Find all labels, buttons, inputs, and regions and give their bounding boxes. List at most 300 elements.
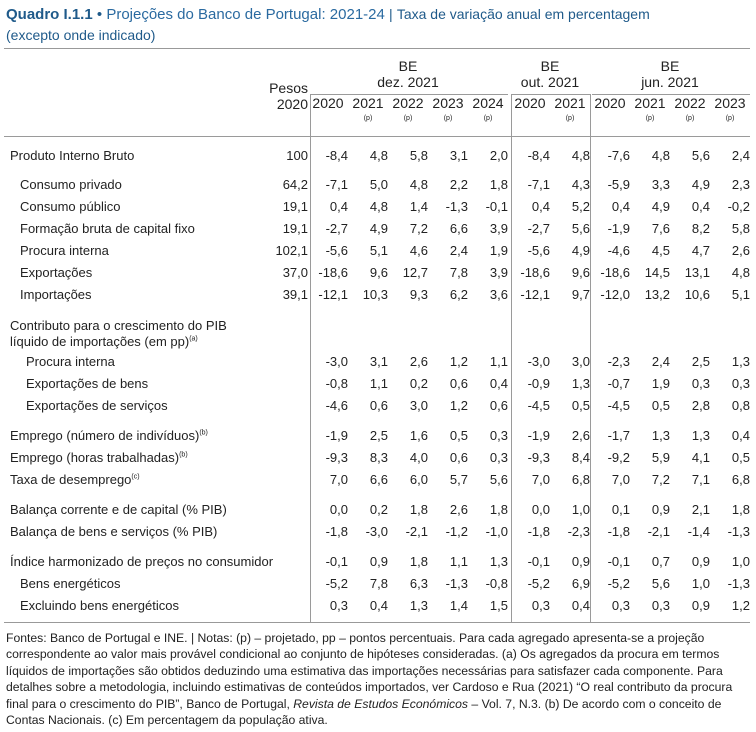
- table-cell: -18,6: [600, 265, 630, 280]
- row-label-text: Procura interna: [20, 243, 109, 258]
- table-cell: 7,0: [329, 472, 348, 487]
- table-cell: 0,6: [449, 376, 468, 391]
- table-cell: 1,2: [449, 398, 468, 413]
- title-bullet: •: [96, 6, 103, 23]
- bottom-rule: [4, 622, 750, 623]
- year-header: 2023: [714, 95, 746, 111]
- row-label-text: Exportações: [20, 265, 93, 280]
- pesos-header: [269, 80, 308, 112]
- table-row: [0, 574, 756, 594]
- table-cell: -5,2: [325, 576, 348, 591]
- table-cell: -0,1: [607, 554, 630, 569]
- row-label-footnote: (c): [131, 473, 140, 481]
- table-cell: 6,2: [449, 287, 468, 302]
- table-cell: -1,8: [607, 524, 630, 539]
- table-cell: 7,0: [531, 472, 550, 487]
- table-cell: 0,5: [449, 428, 468, 443]
- row-weight: 64,2: [282, 177, 308, 192]
- table-cell: 7,6: [651, 221, 670, 236]
- table-cell: -5,2: [607, 576, 630, 591]
- table-cell: 7,1: [691, 472, 710, 487]
- table-cell: -4,6: [325, 398, 348, 413]
- projection-mark: (p): [483, 115, 493, 122]
- table-cell: 5,8: [409, 148, 428, 163]
- contrib-label: [10, 318, 310, 350]
- table-cell: 9,6: [369, 265, 388, 280]
- table-cell: 0,3: [731, 376, 750, 391]
- table-title: [6, 4, 754, 46]
- table-cell: -0,1: [527, 554, 550, 569]
- table-cell: -2,7: [527, 221, 550, 236]
- table-row: [0, 552, 756, 572]
- title-separator: |: [389, 6, 393, 22]
- table-cell: 0,4: [329, 199, 348, 214]
- table-cell: 2,8: [691, 398, 710, 413]
- table-cell: 0,3: [531, 598, 550, 613]
- table-cell: 6,9: [571, 576, 590, 591]
- row-label: [26, 374, 148, 394]
- table-cell: 1,4: [409, 199, 428, 214]
- footnote-journal: Revista de Estudos Económicos: [293, 696, 469, 711]
- table-cell: -7,1: [527, 177, 550, 192]
- year-header: 2023: [432, 95, 464, 111]
- table-cell: 3,6: [489, 287, 508, 302]
- group-header-1: [510, 58, 590, 90]
- row-label-text: Balança corrente e de capital (% PIB): [10, 502, 227, 517]
- table-cell: 0,4: [369, 598, 388, 613]
- table-cell: -1,9: [607, 221, 630, 236]
- table-cell: -3,0: [365, 524, 388, 539]
- table-cell: 0,4: [571, 598, 590, 613]
- table-cell: 0,6: [489, 398, 508, 413]
- group-header-line1: BE: [398, 58, 418, 74]
- table-unit: Taxa de variação anual em percentagem: [396, 6, 650, 22]
- table-cell: -1,7: [607, 428, 630, 443]
- table-cell: 4,8: [369, 199, 388, 214]
- table-cell: 4,9: [571, 243, 590, 258]
- group-header-line1: BE: [540, 58, 560, 74]
- table-cell: 0,5: [571, 398, 590, 413]
- table-cell: 0,9: [571, 554, 590, 569]
- year-header: 2020: [514, 95, 546, 111]
- table-cell: 7,2: [651, 472, 670, 487]
- group-header-2: [590, 58, 750, 90]
- row-label: [20, 285, 92, 305]
- table-cell: 5,1: [731, 287, 750, 302]
- table-cell: 2,4: [651, 354, 670, 369]
- table-cell: 0,4: [531, 199, 550, 214]
- table-cell: -2,7: [325, 221, 348, 236]
- table-cell: 8,2: [691, 221, 710, 236]
- projection-mark: (p): [403, 115, 413, 122]
- year-header: 2022: [674, 95, 706, 111]
- table-cell: 5,2: [571, 199, 590, 214]
- row-label-text: Procura interna: [26, 354, 115, 369]
- table-cell: 4,9: [651, 199, 670, 214]
- table-cell: 3,1: [369, 354, 388, 369]
- projection-mark: (p): [645, 115, 655, 122]
- table-cell: 1,1: [369, 376, 388, 391]
- row-label-text: Emprego (horas trabalhadas): [10, 450, 180, 465]
- table-row: [0, 448, 756, 468]
- table-cell: 0,3: [489, 450, 508, 465]
- table-cell: 0,4: [611, 199, 630, 214]
- table-cell: -4,5: [527, 398, 550, 413]
- table-cell: -2,1: [405, 524, 428, 539]
- table-cell: -12,1: [520, 287, 550, 302]
- table-cell: 9,3: [409, 287, 428, 302]
- row-label: [10, 470, 140, 490]
- table-cell: -0,1: [485, 199, 508, 214]
- row-label: [26, 352, 115, 372]
- table-cell: 4,8: [731, 265, 750, 280]
- table-cell: 0,8: [731, 398, 750, 413]
- table-cell: 4,1: [691, 450, 710, 465]
- group-header-line2: out. 2021: [520, 74, 580, 90]
- table-cell: -9,3: [527, 450, 550, 465]
- table-cell: 1,5: [489, 598, 508, 613]
- table-cell: -0,7: [607, 376, 630, 391]
- year-header: 2022: [392, 95, 424, 111]
- table-cell: -8,4: [527, 148, 550, 163]
- table-cell: -1,9: [527, 428, 550, 443]
- contrib-label-line1: Contributo para o crescimento do PIB: [10, 318, 227, 333]
- year-header: 2021: [352, 95, 384, 111]
- table-cell: 0,0: [329, 502, 348, 517]
- row-label-text: Exportações de serviços: [26, 398, 168, 413]
- table-cell: -1,3: [445, 576, 468, 591]
- table-cell: -18,6: [318, 265, 348, 280]
- table-cell: 2,5: [691, 354, 710, 369]
- table-cell: 4,6: [409, 243, 428, 258]
- table-cell: 6,6: [369, 472, 388, 487]
- table-cell: 0,7: [651, 554, 670, 569]
- contrib-label-line2: [10, 334, 310, 350]
- table-cell: -4,6: [607, 243, 630, 258]
- table-cell: -5,2: [527, 576, 550, 591]
- table-row: [0, 175, 756, 195]
- table-cell: 0,3: [691, 376, 710, 391]
- table-cell: 7,2: [409, 221, 428, 236]
- row-label: [10, 522, 217, 542]
- table-cell: 4,7: [691, 243, 710, 258]
- row-weight: 39,1: [282, 287, 308, 302]
- table-cell: 6,0: [409, 472, 428, 487]
- row-label: [26, 396, 168, 416]
- table-cell: 10,3: [362, 287, 388, 302]
- table-cell: 1,8: [409, 554, 428, 569]
- table-cell: 8,4: [571, 450, 590, 465]
- table-cell: 4,9: [691, 177, 710, 192]
- row-label-footnote: (b): [179, 451, 188, 459]
- table-cell: 4,8: [369, 148, 388, 163]
- table-cell: 1,0: [691, 576, 710, 591]
- table-cell: 5,7: [449, 472, 468, 487]
- table-cell: 0,4: [489, 376, 508, 391]
- table-row: [0, 470, 756, 490]
- table-cell: 0,5: [731, 450, 750, 465]
- row-label-text: Taxa de desemprego: [10, 472, 132, 487]
- table-cell: 14,5: [644, 265, 670, 280]
- table-cell: -7,1: [325, 177, 348, 192]
- group-header-line2: dez. 2021: [377, 74, 439, 90]
- table-cell: -5,6: [527, 243, 550, 258]
- table-cell: 1,0: [571, 502, 590, 517]
- table-cell: 4,8: [651, 148, 670, 163]
- table-cell: 6,6: [449, 221, 468, 236]
- table-cell: 5,6: [489, 472, 508, 487]
- contrib-label-line2-text: líquido de importações (em pp): [10, 334, 190, 349]
- table-cell: 4,9: [369, 221, 388, 236]
- row-weight: 100: [286, 148, 308, 163]
- row-label-text: Emprego (número de indivíduos): [10, 428, 200, 443]
- projection-mark: (p): [725, 115, 735, 122]
- header-rule: [4, 136, 750, 137]
- table-row: [0, 596, 756, 616]
- table-cell: 3,3: [651, 177, 670, 192]
- year-header: 2020: [594, 95, 626, 111]
- table-cell: 6,8: [731, 472, 750, 487]
- table-row: [0, 263, 756, 283]
- table-cell: 0,2: [369, 502, 388, 517]
- table-unit-note: (excepto onde indicado): [6, 27, 156, 43]
- row-label-footnote: (b): [199, 429, 208, 437]
- table-cell: 6,3: [409, 576, 428, 591]
- table-cell: 12,7: [402, 265, 428, 280]
- table-cell: 1,3: [571, 376, 590, 391]
- table-cell: 1,4: [449, 598, 468, 613]
- table-cell: 2,3: [731, 177, 750, 192]
- table-cell: 2,6: [449, 502, 468, 517]
- group-header-line1: BE: [660, 58, 680, 74]
- row-weight: 102,1: [275, 243, 308, 258]
- table-cell: 1,3: [691, 428, 710, 443]
- table-cell: 9,6: [571, 265, 590, 280]
- row-label: [20, 175, 122, 195]
- table-cell: 2,4: [731, 148, 750, 163]
- table-cell: -0,9: [527, 376, 550, 391]
- table-cell: 7,8: [449, 265, 468, 280]
- row-weight: 37,0: [282, 265, 308, 280]
- table-row: [0, 146, 756, 166]
- year-header: 2020: [312, 95, 344, 111]
- row-weight: 19,1: [282, 199, 308, 214]
- table-cell: -9,2: [607, 450, 630, 465]
- table-cell: 1,2: [449, 354, 468, 369]
- table-cell: -12,1: [318, 287, 348, 302]
- table-cell: -0,1: [325, 554, 348, 569]
- row-label: [10, 448, 188, 468]
- table-cell: -3,0: [527, 354, 550, 369]
- table-cell: 2,4: [449, 243, 468, 258]
- table-cell: 0,3: [329, 598, 348, 613]
- table-cell: 1,9: [651, 376, 670, 391]
- footnote: [6, 630, 752, 728]
- table-cell: 1,1: [449, 554, 468, 569]
- table-cell: -18,6: [520, 265, 550, 280]
- row-label-text: Índice harmonizado de preços no consumidor: [10, 554, 274, 569]
- year-header: 2021: [634, 95, 666, 111]
- table-cell: -5,9: [607, 177, 630, 192]
- table-row: [0, 374, 756, 394]
- table-cell: 1,0: [731, 554, 750, 569]
- table-cell: 1,9: [489, 243, 508, 258]
- table-cell: -0,2: [727, 199, 750, 214]
- footnote-text-2: – Vol. 7, N.3. (b) De acordo com o conceito de Contas Nacionais. (c) Em percentagem da população ativa.: [6, 696, 722, 728]
- table-cell: 0,2: [409, 376, 428, 391]
- table-cell: 0,4: [731, 428, 750, 443]
- table-cell: 1,8: [489, 502, 508, 517]
- row-label-text: Consumo privado: [20, 177, 122, 192]
- table-row: [0, 500, 756, 520]
- table-cell: 1,8: [409, 502, 428, 517]
- table-cell: 5,6: [651, 576, 670, 591]
- table-cell: 0,9: [691, 554, 710, 569]
- table-cell: 3,1: [449, 148, 468, 163]
- table-cell: 1,8: [731, 502, 750, 517]
- table-cell: 4,8: [409, 177, 428, 192]
- table-cell: -1,4: [687, 524, 710, 539]
- row-label-text: Exportações de bens: [26, 376, 149, 391]
- table-cell: 3,9: [489, 265, 508, 280]
- table-cell: 3,0: [409, 398, 428, 413]
- table-cell: 0,6: [369, 398, 388, 413]
- table-cell: -8,4: [325, 148, 348, 163]
- table-row: [0, 197, 756, 217]
- table-cell: 2,1: [691, 502, 710, 517]
- table-cell: 0,9: [651, 502, 670, 517]
- row-label-text: Importações: [20, 287, 92, 302]
- table-row: [0, 285, 756, 305]
- table-cell: 1,3: [651, 428, 670, 443]
- table-row: [0, 352, 756, 372]
- row-label: [10, 146, 134, 166]
- table-cell: 0,5: [651, 398, 670, 413]
- table-cell: 3,9: [489, 221, 508, 236]
- table-cell: -4,5: [607, 398, 630, 413]
- table-cell: 1,2: [731, 598, 750, 613]
- table-cell: 6,8: [571, 472, 590, 487]
- group-header-line2: jun. 2021: [641, 74, 699, 90]
- table-cell: 4,5: [651, 243, 670, 258]
- row-label: [10, 426, 208, 446]
- row-label-text: Produto Interno Bruto: [10, 148, 135, 163]
- year-header: 2021: [554, 95, 586, 111]
- table-cell: 0,3: [611, 598, 630, 613]
- table-cell: 13,2: [644, 287, 670, 302]
- table-cell: 3,0: [571, 354, 590, 369]
- table-cell: 8,3: [369, 450, 388, 465]
- table-cell: 13,1: [684, 265, 710, 280]
- table-cell: 5,6: [571, 221, 590, 236]
- table-cell: -2,1: [647, 524, 670, 539]
- table-row: [0, 522, 756, 542]
- row-label-text: Excluindo bens energéticos: [20, 598, 179, 613]
- table-cell: 2,6: [731, 243, 750, 258]
- table-cell: 0,4: [691, 199, 710, 214]
- table-cell: -1,3: [727, 576, 750, 591]
- table-cell: 1,6: [409, 428, 428, 443]
- table-cell: -1,0: [485, 524, 508, 539]
- table-cell: -0,8: [485, 576, 508, 591]
- contrib-label-footnote: (a): [189, 335, 198, 343]
- table-cell: 5,6: [691, 148, 710, 163]
- row-label: [10, 552, 273, 572]
- table-cell: 0,0: [531, 502, 550, 517]
- table-cell: 2,6: [571, 428, 590, 443]
- table-cell: 2,6: [409, 354, 428, 369]
- table-cell: 2,0: [489, 148, 508, 163]
- table-cell: 0,9: [369, 554, 388, 569]
- table-cell: 0,9: [691, 598, 710, 613]
- projection-mark: (p): [685, 115, 695, 122]
- table-cell: 7,0: [611, 472, 630, 487]
- table-cell: -0,8: [325, 376, 348, 391]
- table-cell: 1,8: [489, 177, 508, 192]
- table-row: [0, 396, 756, 416]
- projection-mark: (p): [443, 115, 453, 122]
- row-label: [10, 500, 227, 520]
- footnote-text-1: Fontes: Banco de Portugal e INE. | Notas: (p) – projetado, pp – pontos percentuais. Para cada agregado apresenta-se a projeção correspondente ao valor mais provável condicional ao conjunto de hipóteses consideradas. (a) Os agregados da procura em termos líquidos de importações são obtidos deduzindo uma estimativa das importações necessárias para satisfazer cada componente. Para detalhes sobre a metodologia, incluindo estimativas de conteúdos importados, ver Cardoso e Rua (2021) “O real contributo da procura final para o crescimento do PIB”, Banco de Portugal,: [6, 631, 733, 711]
- table-cell: 0,1: [611, 502, 630, 517]
- pesos-year: 2020: [276, 96, 308, 112]
- table-cell: -9,3: [325, 450, 348, 465]
- table-cell: 5,8: [731, 221, 750, 236]
- row-label: [20, 197, 120, 217]
- table-cell: 5,9: [651, 450, 670, 465]
- row-label: [20, 596, 179, 616]
- table-description: Projeções do Banco de Portugal: 2021-24: [106, 6, 385, 23]
- table-row: [0, 219, 756, 239]
- table-row: [0, 426, 756, 446]
- table-cell: -3,0: [325, 354, 348, 369]
- table-cell: 5,0: [369, 177, 388, 192]
- row-label: [20, 574, 120, 594]
- pesos-label: Pesos: [269, 80, 308, 96]
- row-label: [20, 219, 195, 239]
- table-cell: 4,8: [571, 148, 590, 163]
- group-header-0: [308, 58, 508, 90]
- row-label-text: Bens energéticos: [20, 576, 121, 591]
- projection-mark: (p): [565, 115, 575, 122]
- table-cell: -12,0: [600, 287, 630, 302]
- table-cell: -1,8: [527, 524, 550, 539]
- table-row: [0, 241, 756, 261]
- table-cell: 5,1: [369, 243, 388, 258]
- table-cell: 9,7: [571, 287, 590, 302]
- table-cell: 0,3: [489, 428, 508, 443]
- table-cell: 4,0: [409, 450, 428, 465]
- row-label-text: Balança de bens e serviços (% PIB): [10, 524, 218, 539]
- table-cell: 1,3: [409, 598, 428, 613]
- table-cell: -5,6: [325, 243, 348, 258]
- table-cell: -7,6: [607, 148, 630, 163]
- row-weight: 19,1: [282, 221, 308, 236]
- table-cell: -1,3: [445, 199, 468, 214]
- table-cell: -2,3: [607, 354, 630, 369]
- table-cell: 2,2: [449, 177, 468, 192]
- table-cell: -1,2: [445, 524, 468, 539]
- table-cell: 4,3: [571, 177, 590, 192]
- table-cell: -1,3: [727, 524, 750, 539]
- table-cell: 10,6: [684, 287, 710, 302]
- year-header: 2024: [472, 95, 504, 111]
- row-label-text: Consumo público: [20, 199, 121, 214]
- top-rule: [4, 48, 750, 49]
- table-cell: -1,9: [325, 428, 348, 443]
- table-number: Quadro I.1.1: [6, 6, 93, 23]
- table-cell: -1,8: [325, 524, 348, 539]
